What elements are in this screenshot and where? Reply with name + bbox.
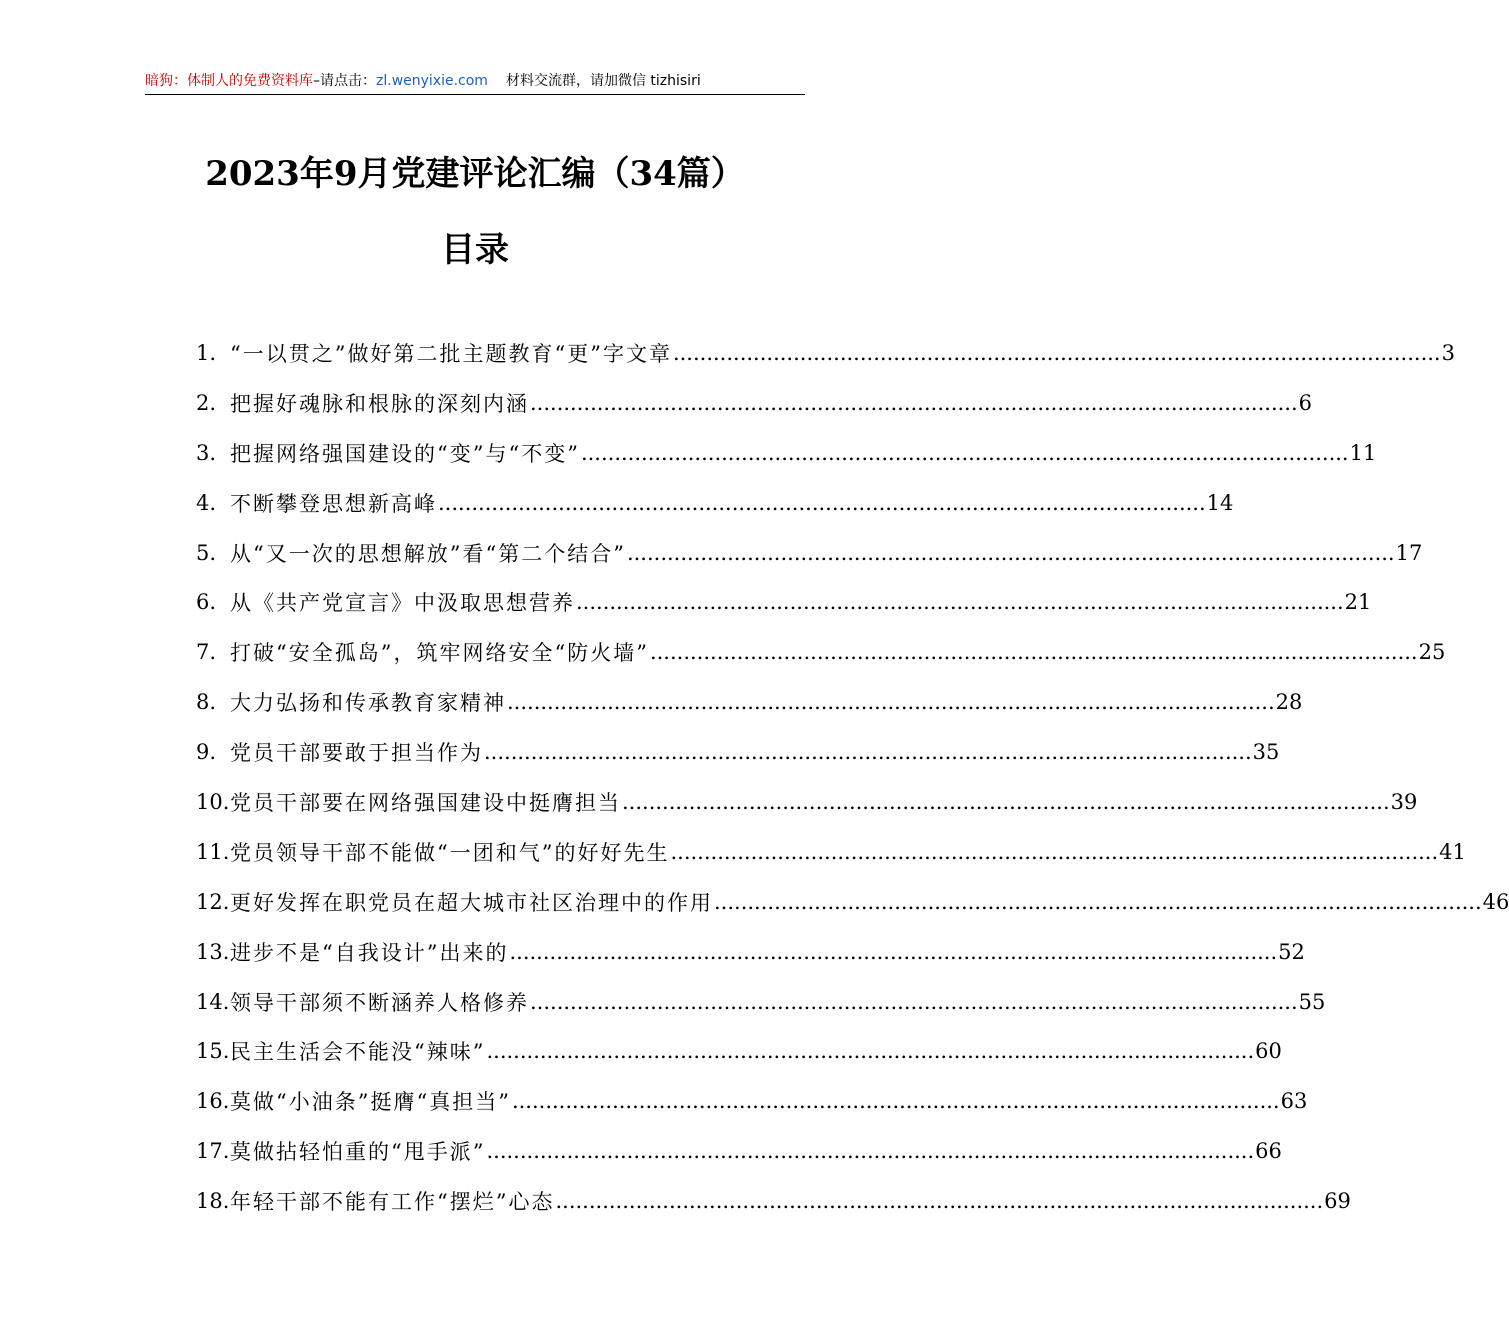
toc-leader-dots — [581, 441, 1349, 465]
toc-entry-title: 从“又一次的思想解放”看“第二个结合” — [230, 541, 626, 566]
toc-entry[interactable] — [196, 727, 1280, 777]
toc-entry-number: 8. — [196, 690, 217, 715]
toc-leader-dots — [622, 790, 1390, 814]
toc-entry-number: 7. — [196, 640, 217, 665]
toc-entry-number: 17. — [196, 1139, 230, 1164]
toc-entry-title: 领导干部须不断涵养人格修养 — [230, 990, 529, 1015]
toc-entry-number: 16. — [196, 1089, 230, 1114]
toc-entry-number: 6. — [196, 590, 217, 615]
toc-entry-number: 5. — [196, 540, 217, 565]
header-url-link[interactable]: zl.wenyixie.com — [376, 73, 488, 89]
toc-leader-dots — [509, 940, 1277, 964]
toc-entry-page: 6 — [1298, 390, 1313, 415]
toc-entry-page: 28 — [1275, 690, 1303, 715]
toc-entry-number: 4. — [196, 490, 217, 515]
toc-leader-dots — [576, 590, 1344, 614]
toc-entry[interactable] — [196, 677, 1303, 727]
toc-entry-page: 35 — [1252, 740, 1280, 765]
toc-entry-title: 党员干部要在网络强国建设中挺膺担当 — [230, 790, 621, 815]
toc-leader-dots — [512, 1089, 1280, 1113]
toc-entry[interactable] — [196, 328, 1455, 378]
toc-leader-dots — [650, 640, 1418, 664]
toc-heading: 目录 — [441, 230, 509, 270]
toc-leader-dots — [670, 840, 1438, 864]
toc-entry-number: 2. — [196, 390, 217, 415]
toc-entry-title: 不断攀登思想新高峰 — [230, 491, 437, 516]
toc-entry-title: 把握好魂脉和根脉的深刻内涵 — [230, 391, 529, 416]
toc-entry[interactable] — [196, 777, 1418, 827]
toc-entry-number: 12. — [196, 889, 230, 914]
toc-leader-dots — [555, 1189, 1323, 1213]
toc-entry-page: 11 — [1349, 440, 1377, 465]
header-wechat-text: 材料交流群，请加微信 tizhisiri — [505, 73, 701, 89]
toc-entry-title: 大力弘扬和传承教育家精神 — [230, 691, 506, 716]
toc-entry-page: 55 — [1298, 989, 1326, 1014]
toc-entry[interactable] — [196, 478, 1234, 528]
toc-entry[interactable] — [196, 428, 1377, 478]
toc-leader-dots — [627, 541, 1395, 565]
toc-entry-number: 14. — [196, 989, 230, 1014]
toc-entry[interactable] — [196, 877, 1509, 927]
toc-entry-page: 25 — [1418, 640, 1446, 665]
toc-entry-title: 莫做拈轻怕重的“甩手派” — [230, 1140, 486, 1165]
header-click-prompt: –请点击： — [313, 73, 376, 89]
toc-leader-dots — [438, 491, 1206, 515]
toc-entry-title: 进步不是“自我设计”出来的 — [230, 940, 509, 965]
toc-entry-number: 11. — [196, 839, 230, 864]
toc-entry-number: 1. — [196, 340, 217, 365]
toc-entry-title: 莫做“小油条”挺膺“真担当” — [230, 1090, 511, 1115]
toc-entry-page: 69 — [1324, 1189, 1351, 1214]
toc-leader-dots — [530, 391, 1298, 415]
toc-leader-dots — [714, 890, 1482, 914]
toc-entry-page: 60 — [1255, 1039, 1282, 1064]
toc-entry-title: 打破“安全孤岛”，筑牢网络安全“防火墙” — [230, 641, 649, 666]
table-of-contents — [196, 328, 1509, 1226]
toc-entry[interactable] — [196, 977, 1326, 1027]
toc-entry-title: 年轻干部不能有工作“摆烂”心态 — [230, 1190, 555, 1215]
toc-entry[interactable] — [196, 827, 1466, 877]
toc-leader-dots — [486, 1139, 1254, 1163]
toc-entry[interactable] — [196, 1126, 1282, 1176]
toc-entry[interactable] — [196, 1026, 1282, 1076]
header-brand: 暗狗：体制人的免费资料库 — [145, 73, 313, 89]
toc-entry-page: 39 — [1390, 789, 1418, 814]
toc-entry-page: 17 — [1395, 540, 1423, 565]
toc-entry-page: 14 — [1206, 490, 1234, 515]
toc-entry-title: 把握网络强国建设的“变”与“不变” — [230, 441, 580, 466]
toc-entry[interactable] — [196, 528, 1423, 578]
toc-entry-title: “一以贯之”做好第二批主题教育“更”字文章 — [230, 341, 672, 366]
toc-leader-dots — [484, 740, 1252, 764]
toc-leader-dots — [673, 341, 1441, 365]
document-title: 2023年9月党建评论汇编（34篇） — [205, 154, 745, 194]
toc-entry-page: 21 — [1344, 590, 1372, 615]
toc-entry-title: 更好发挥在职党员在超大城市社区治理中的作用 — [230, 890, 713, 915]
toc-entry-number: 3. — [196, 440, 217, 465]
toc-entry-number: 13. — [196, 939, 230, 964]
page-header — [145, 68, 805, 95]
toc-entry[interactable] — [196, 1176, 1351, 1226]
toc-entry-page: 46 — [1482, 889, 1509, 914]
toc-entry-number: 10. — [196, 789, 230, 814]
toc-entry[interactable] — [196, 577, 1372, 627]
toc-entry-page: 63 — [1280, 1089, 1308, 1114]
toc-entry-number: 9. — [196, 740, 217, 765]
toc-entry-number: 18. — [196, 1189, 230, 1214]
toc-entry-title: 民主生活会不能没“辣味” — [230, 1040, 486, 1065]
toc-entry[interactable] — [196, 378, 1313, 428]
toc-entry-page: 41 — [1439, 839, 1466, 864]
toc-entry-page: 52 — [1278, 939, 1305, 964]
toc-entry[interactable] — [196, 627, 1446, 677]
toc-leader-dots — [507, 690, 1275, 714]
toc-entry-title: 从《共产党宣言》中汲取思想营养 — [230, 591, 575, 616]
toc-entry-title: 党员干部要敢于担当作为 — [230, 741, 483, 766]
toc-entry[interactable] — [196, 927, 1305, 977]
toc-entry-page: 66 — [1255, 1139, 1282, 1164]
toc-leader-dots — [530, 990, 1298, 1014]
toc-entry-page: 3 — [1441, 340, 1455, 365]
toc-entry-number: 15. — [196, 1039, 230, 1064]
toc-leader-dots — [486, 1039, 1254, 1063]
toc-entry[interactable] — [196, 1076, 1308, 1126]
toc-entry-title: 党员领导干部不能做“一团和气”的好好先生 — [230, 840, 670, 865]
